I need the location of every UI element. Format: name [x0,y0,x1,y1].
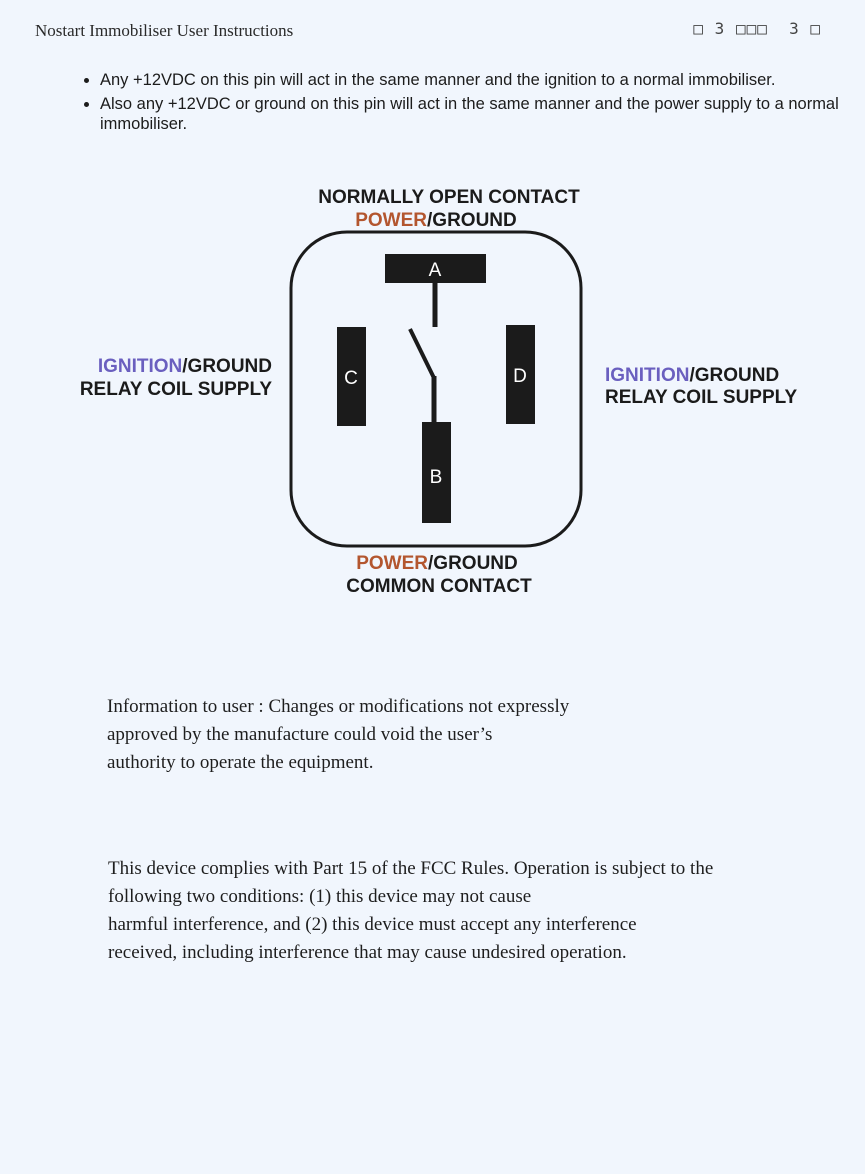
switch-arm [410,329,434,378]
notice-line: approved by the manufacture could void the user’s [107,724,493,745]
right-label-accent: IGNITION [605,365,690,386]
left-label-line2: RELAY COIL SUPPLY [79,379,272,400]
notice-line: received, including interference that may cause undesired operation. [108,942,627,963]
top-label-suffix: /GROUND [427,210,517,231]
notice-line: This device complies with Part 15 of the FCC Rules. Operation is subject to the [108,858,714,879]
header-title: Nostart Immobiliser User Instructions [35,21,294,40]
right-label-line2: RELAY COIL SUPPLY [605,387,798,408]
top-label-accent: POWER [355,210,428,231]
top-label-line1: NORMALLY OPEN CONTACT [318,187,580,208]
pin-c-label: C [344,368,358,389]
user-information-notice [107,693,667,777]
left-label-accent: IGNITION [97,356,183,377]
pin-d-label: D [513,366,527,387]
bullet-item: • Any +12VDC on this pin will act in the same manner and the ignition to a normal immobiliser. [100,70,840,90]
bottom-label-line2: COMMON CONTACT [346,576,532,597]
bullet-item: • Also any +12VDC or ground on this pin will act in the same manner and the power supply to a normal immobiliser. [100,94,840,134]
page-number: □ 3 □□□ 3 □ [693,19,821,38]
pin-b-label: B [429,467,443,488]
notice-line: Information to user : Changes or modifications not expressly [107,696,570,717]
bottom-label-accent: POWER [356,553,429,574]
bottom-label-suffix: /GROUND [428,553,518,574]
left-label-line1 [98,356,272,377]
right-label-line1 [605,365,779,386]
notice-line: following two conditions: (1) this device may not cause [108,886,532,907]
fcc-compliance-notice [108,855,828,967]
right-label-suffix: /GROUND [689,365,780,386]
notice-line: harmful interference, and (2) this device must accept any interference [108,914,637,935]
pin-a-label: A [428,260,442,281]
bottom-label-line1 [356,553,518,574]
top-label-line2 [355,210,517,231]
left-label-suffix: /GROUND [182,356,272,377]
notice-line: authority to operate the equipment. [107,752,374,773]
